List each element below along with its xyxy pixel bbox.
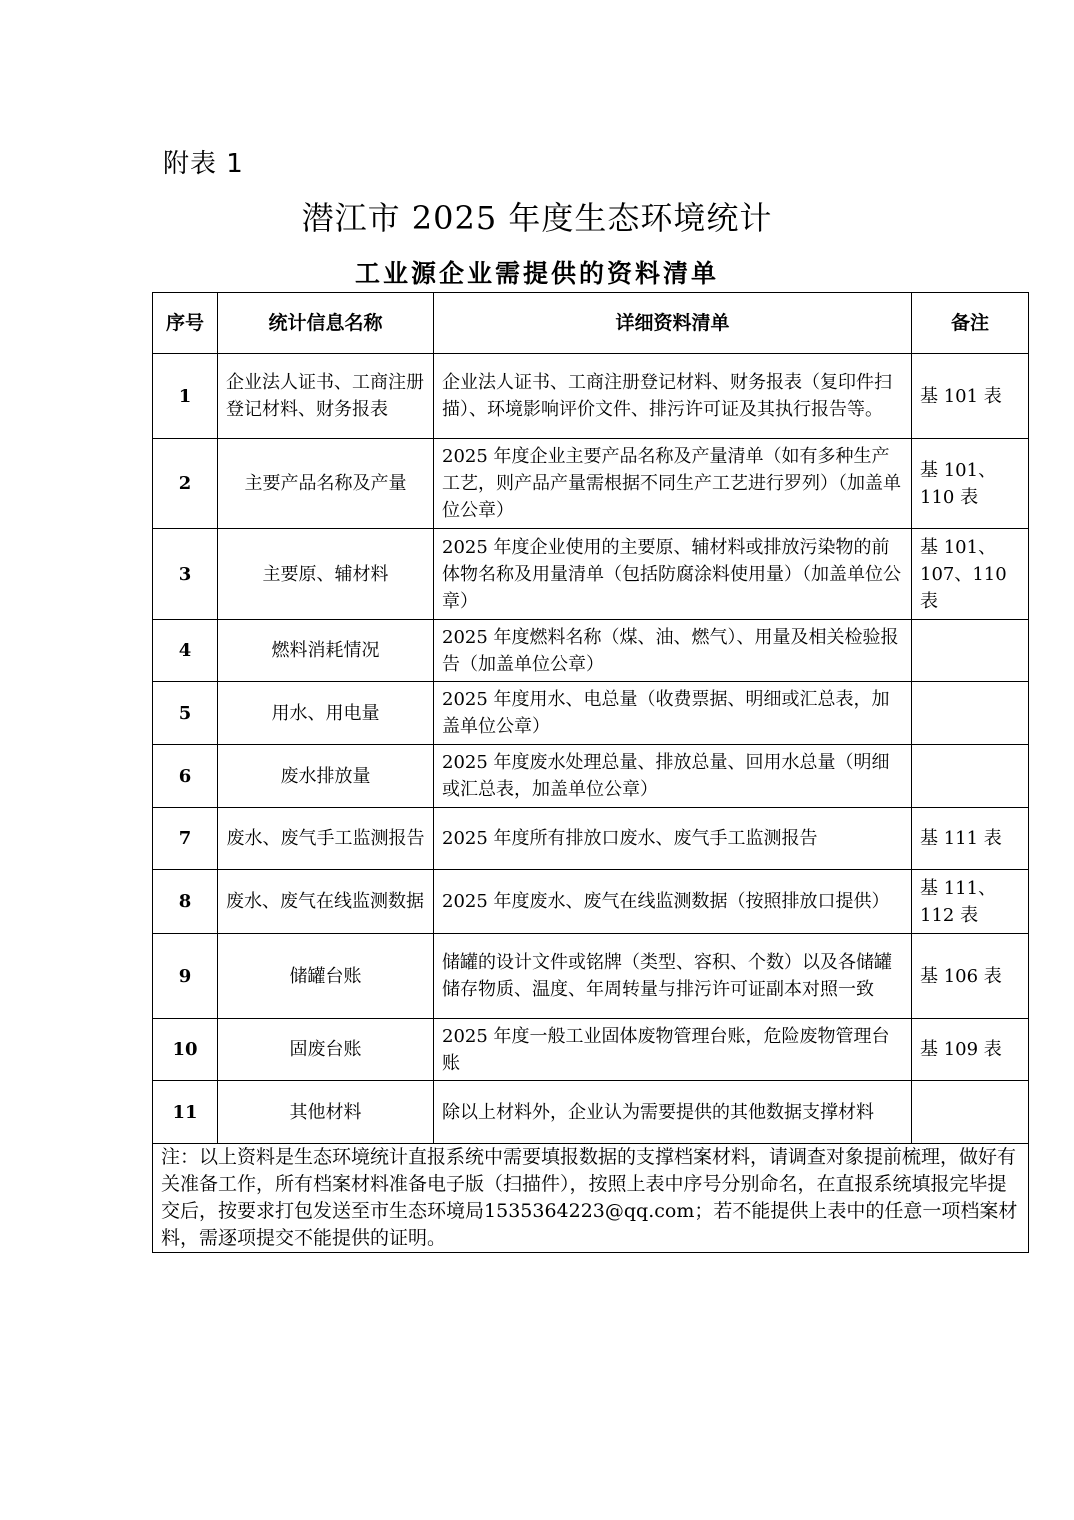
row-detail: 2025 年度所有排放口废水、废气手工监测报告 (434, 808, 912, 870)
row-note: 基 111 表 (912, 808, 1029, 870)
row-note (912, 745, 1029, 808)
row-note: 基 101、107、110 表 (912, 529, 1029, 620)
row-no: 6 (153, 745, 218, 808)
row-name: 主要产品名称及产量 (218, 439, 434, 529)
row-no: 3 (153, 529, 218, 620)
row-name: 企业法人证书、工商注册登记材料、财务报表 (218, 354, 434, 439)
header-note: 备注 (912, 293, 1029, 354)
row-note (912, 682, 1029, 745)
row-detail: 2025 年度燃料名称（煤、油、燃气）、用量及相关检验报告（加盖单位公章） (434, 620, 912, 682)
row-detail: 2025 年度废水、废气在线监测数据（按照排放口提供） (434, 870, 912, 934)
table-row (153, 808, 1029, 870)
row-detail: 企业法人证书、工商注册登记材料、财务报表（复印件扫描）、环境影响评价文件、排污许可证及其执行报告等。 (434, 354, 912, 439)
row-no: 4 (153, 620, 218, 682)
footnote-text-start: 注：以上资料是生态环境统计直报系统中需要填报数据的支撑档案材料，请调查对象提前梳理，做好有关准备工作，所有档案材料准备电子版（扫描件），按照上表中序号分别命名，在直报系统填报完毕提交后，按要求打包发送至市生态环境局 (161, 1146, 1017, 1222)
row-no: 9 (153, 934, 218, 1019)
row-no: 1 (153, 354, 218, 439)
table-row (153, 1019, 1029, 1081)
row-detail: 2025 年度一般工业固体废物管理台账，危险废物管理台账 (434, 1019, 912, 1081)
row-no: 7 (153, 808, 218, 870)
row-note: 基 101 表 (912, 354, 1029, 439)
header-detail: 详细资料清单 (434, 293, 912, 354)
row-note: 基 111、112 表 (912, 870, 1029, 934)
table-header-row (153, 293, 1029, 354)
table-row (153, 1081, 1029, 1144)
table-row (153, 529, 1029, 620)
row-note (912, 1081, 1029, 1144)
row-name: 废水、废气手工监测报告 (218, 808, 434, 870)
row-name: 固废台账 (218, 1019, 434, 1081)
table-row (153, 870, 1029, 934)
row-detail: 除以上材料外，企业认为需要提供的其他数据支撑材料 (434, 1081, 912, 1144)
row-detail: 2025 年度废水处理总量、排放总量、回用水总量（明细或汇总表，加盖单位公章） (434, 745, 912, 808)
row-detail: 2025 年度企业使用的主要原、辅材料或排放污染物的前体物名称及用量清单（包括防腐涂料使用量）（加盖单位公章） (434, 529, 912, 620)
header-name: 统计信息名称 (218, 293, 434, 354)
document-subtitle: 工业源企业需提供的资料清单 (354, 259, 719, 288)
row-note (912, 620, 1029, 682)
row-name: 主要原、辅材料 (218, 529, 434, 620)
table-row (153, 934, 1029, 1019)
table-row (153, 620, 1029, 682)
row-note: 基 109 表 (912, 1019, 1029, 1081)
row-note: 基 106 表 (912, 934, 1029, 1019)
table-row (153, 354, 1029, 439)
row-note: 基 101、110 表 (912, 439, 1029, 529)
row-detail: 储罐的设计文件或铭牌（类型、容积、个数）以及各储罐储存物质、温度、年周转量与排污许可证副本对照一致 (434, 934, 912, 1019)
footnote-text-end: ；若不能提供上表中的任意一项档案材料，需逐项提交不能提供的证明。 (161, 1200, 1018, 1249)
row-name: 废水、废气在线监测数据 (218, 870, 434, 934)
row-name: 废水排放量 (218, 745, 434, 808)
footnote (153, 1144, 1029, 1253)
table-row (153, 682, 1029, 745)
row-no: 11 (153, 1081, 218, 1144)
row-name: 燃料消耗情况 (218, 620, 434, 682)
row-no: 8 (153, 870, 218, 934)
header-no: 序号 (153, 293, 218, 354)
table-row (153, 745, 1029, 808)
row-no: 10 (153, 1019, 218, 1081)
row-detail: 2025 年度用水、电总量（收费票据、明细或汇总表，加盖单位公章） (434, 682, 912, 745)
row-name: 用水、用电量 (218, 682, 434, 745)
footnote-row (153, 1144, 1029, 1253)
row-detail: 2025 年度企业主要产品名称及产量清单（如有多种生产工艺，则产品产量需根据不同生产工艺进行罗列）（加盖单位公章） (434, 439, 912, 529)
contact-email: 1535364223@qq.com (484, 1200, 695, 1222)
table-row (153, 439, 1029, 529)
annex-label: 附表 1 (163, 149, 244, 179)
row-no: 5 (153, 682, 218, 745)
row-no: 2 (153, 439, 218, 529)
materials-table (152, 292, 1029, 1253)
row-name: 储罐台账 (218, 934, 434, 1019)
document-title: 潜江市 2025 年度生态环境统计 (301, 199, 773, 237)
row-name: 其他材料 (218, 1081, 434, 1144)
